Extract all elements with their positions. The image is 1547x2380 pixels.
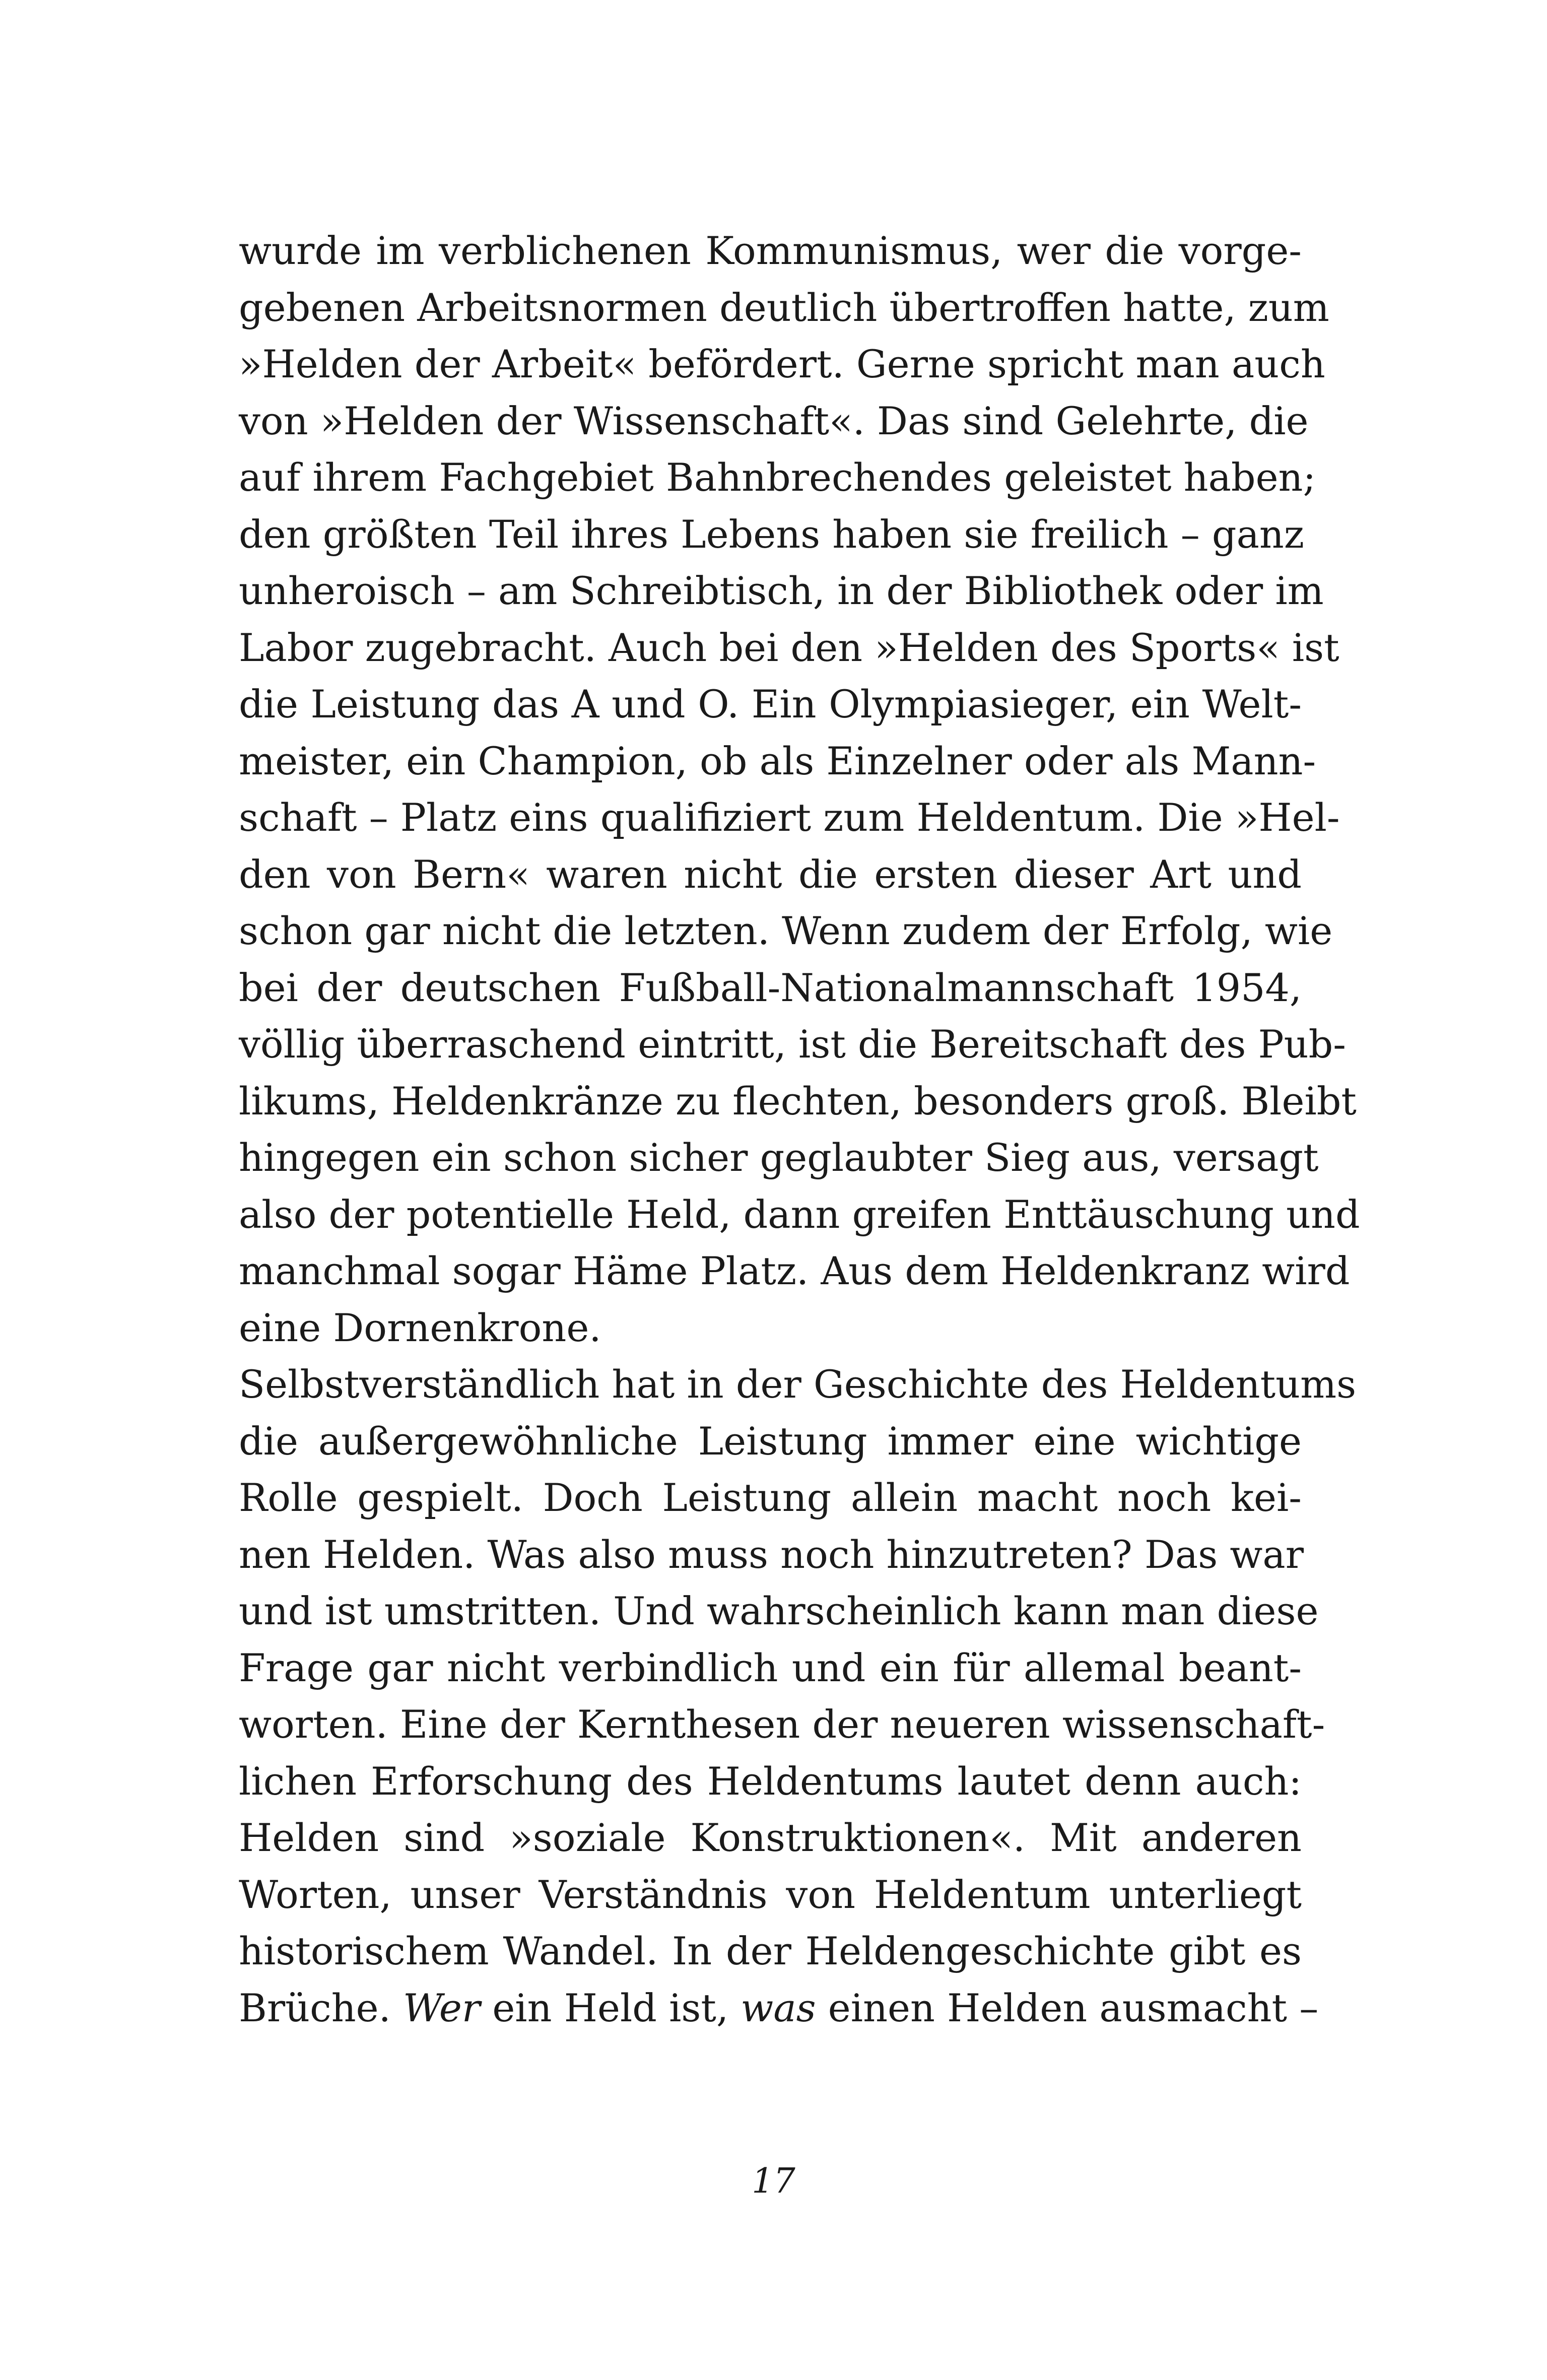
text-line: worten. Eine der Kernthesen der neueren wissenschaft- [239, 1702, 1325, 1747]
text-line: von »Helden der Wissenschaft«. Das sind Gelehrte, die [239, 398, 1309, 443]
text-span: ein Held ist, [480, 1985, 741, 2030]
page-number: 17 [752, 2161, 795, 2201]
text-line: schaft – Platz eins qualifiziert zum Heldentum. Die »Hel- [239, 795, 1340, 840]
text-line: historischem Wandel. In der Heldengeschichte gibt es [239, 1929, 1302, 1973]
text-line: Worten, unser Verständnis von Heldentum unterliegt [239, 1872, 1302, 1917]
text-line: Frage gar nicht verbindlich und ein für allemal beant- [239, 1645, 1302, 1690]
text-line: manchmal sogar Häme Platz. Aus dem Heldenkranz wird [239, 1248, 1350, 1293]
text-line: die außergewöhnliche Leistung immer eine wichtige [239, 1418, 1302, 1464]
italic-word: Wer [402, 1985, 481, 2030]
text-line: die Leistung das A und O. Ein Olympiasieger, ein Welt- [239, 682, 1302, 726]
text-line: hingegen ein schon sicher geglaubter Sieg aus, versagt [239, 1135, 1319, 1180]
text-line: Selbstverständlich hat in der Geschichte des Heldentums [239, 1362, 1357, 1407]
text-line: Rolle gespielt. Doch Leistung allein macht noch kei- [239, 1475, 1302, 1520]
text-line: schon gar nicht die letzten. Wenn zudem der Erfolg, wie [239, 908, 1333, 953]
text-line: Labor zugebracht. Auch bei den »Helden des Sports« ist [239, 625, 1339, 670]
text-line: wurde im verblichenen Kommunismus, wer die vorge- [239, 228, 1302, 273]
text-line: völlig überraschend eintritt, ist die Bereitschaft des Pub- [239, 1022, 1346, 1067]
text-line: meister, ein Champion, ob als Einzelner oder als Mann- [239, 738, 1316, 783]
paragraph-end-line: eine Dornenkrone. [239, 1305, 601, 1350]
text-line: unheroisch – am Schreibtisch, in der Bibliothek oder im [239, 568, 1324, 613]
italic-word: was [741, 1985, 816, 2030]
text-span: einen Helden ausmacht – [816, 1985, 1319, 2030]
body-text [239, 223, 1360, 2036]
text-line: den größten Teil ihres Lebens haben sie freilich – ganz [239, 511, 1304, 557]
text-line: auf ihrem Fachgebiet Bahnbrechendes geleistet haben; [239, 455, 1316, 500]
text-line: nen Helden. Was also muss noch hinzutreten? Das war [239, 1532, 1304, 1577]
text-line: den von Bern« waren nicht die ersten dieser Art und [239, 851, 1302, 897]
text-line-last [239, 1980, 1319, 2037]
text-line: bei der deutschen Fußball-Nationalmannschaft 1954, [239, 965, 1302, 1010]
text-line: also der potentielle Held, dann greifen Enttäuschung und [239, 1192, 1360, 1237]
text-span: Brüche. [239, 1985, 403, 2030]
text-line: »Helden der Arbeit« befördert. Gerne spricht man auch [239, 342, 1325, 386]
text-line: lichen Erforschung des Heldentums lautet denn auch: [239, 1758, 1302, 1804]
text-line: likums, Heldenkränze zu flechten, besonders groß. Bleibt [239, 1078, 1357, 1123]
text-line: und ist umstritten. Und wahrscheinlich kann man diese [239, 1589, 1319, 1633]
text-line: Helden sind »soziale Konstruktionen«. Mit anderen [239, 1815, 1302, 1860]
text-line: gebenen Arbeitsnormen deutlich übertroffen hatte, zum [239, 285, 1329, 330]
